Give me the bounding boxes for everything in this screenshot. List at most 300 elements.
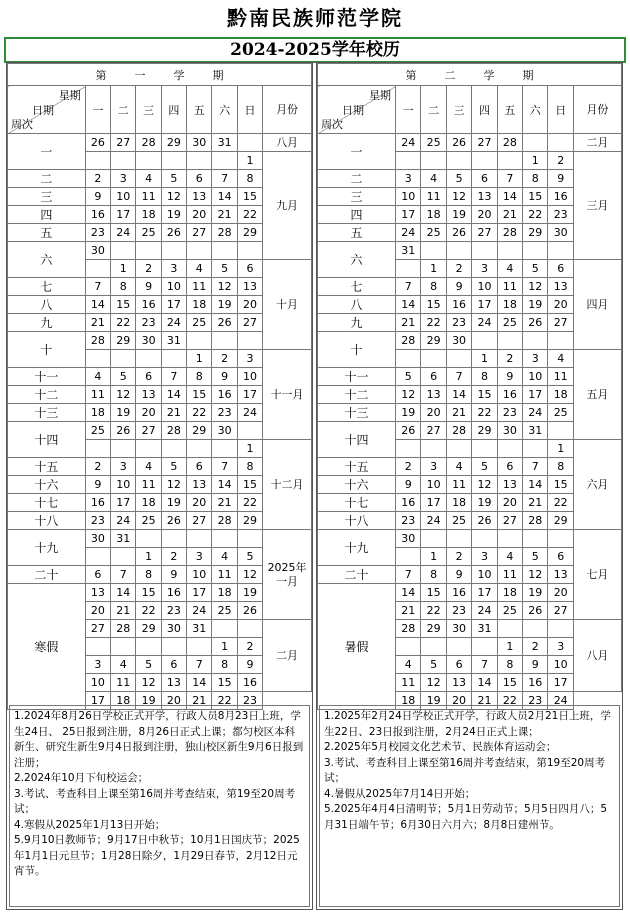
date-cell: 4 (548, 350, 573, 368)
date-cell: 25 (446, 512, 471, 530)
date-cell: 17 (85, 692, 110, 710)
week-number-cell: 二 (318, 170, 396, 188)
week-number-cell: 十九 (8, 530, 86, 566)
date-cell: 31 (396, 242, 421, 260)
date-cell: 28 (212, 224, 237, 242)
date-cell: 16 (237, 674, 262, 692)
date-cell: 13 (187, 476, 212, 494)
date-cell: 18 (497, 584, 522, 602)
date-cell: 16 (212, 386, 237, 404)
date-cell: 25 (85, 422, 110, 440)
date-cell: 15 (548, 476, 573, 494)
date-cell: 4 (446, 458, 471, 476)
date-cell: 16 (136, 296, 161, 314)
date-cell: 28 (497, 224, 522, 242)
date-cell (548, 242, 573, 260)
date-cell: 19 (136, 692, 161, 710)
week-number-cell: 十 (8, 332, 86, 368)
date-cell (421, 530, 446, 548)
date-cell: 3 (187, 548, 212, 566)
date-cell (187, 440, 212, 458)
date-cell: 26 (161, 224, 186, 242)
week-number-cell: 暑假 (318, 584, 396, 710)
date-cell: 4 (497, 260, 522, 278)
date-cell: 20 (85, 602, 110, 620)
date-cell: 7 (523, 458, 548, 476)
date-cell (472, 152, 497, 170)
date-cell: 4 (136, 170, 161, 188)
date-cell (161, 440, 186, 458)
date-cell: 27 (237, 314, 262, 332)
week-number-cell: 八 (318, 296, 396, 314)
date-cell: 23 (85, 224, 110, 242)
date-cell: 16 (523, 674, 548, 692)
date-cell (472, 530, 497, 548)
date-cell: 11 (136, 476, 161, 494)
date-cell: 9 (161, 566, 186, 584)
date-cell: 15 (523, 188, 548, 206)
date-cell: 5 (212, 260, 237, 278)
date-cell: 21 (111, 602, 136, 620)
date-cell (212, 152, 237, 170)
date-cell (237, 134, 262, 152)
date-cell: 7 (212, 170, 237, 188)
week-number-cell: 一 (318, 134, 396, 170)
date-cell: 13 (421, 386, 446, 404)
date-cell: 9 (523, 656, 548, 674)
date-cell (136, 530, 161, 548)
date-cell: 10 (548, 656, 573, 674)
month-cell: 九月 (263, 152, 312, 260)
date-cell: 7 (111, 566, 136, 584)
date-cell: 30 (446, 332, 471, 350)
date-cell: 28 (497, 134, 522, 152)
date-cell: 1 (212, 638, 237, 656)
date-cell: 13 (85, 584, 110, 602)
month-cell: 七月 (573, 530, 621, 620)
date-cell: 14 (212, 476, 237, 494)
date-cell: 5 (523, 260, 548, 278)
date-cell: 18 (187, 296, 212, 314)
date-cell: 25 (548, 404, 573, 422)
date-cell: 13 (548, 566, 573, 584)
date-cell: 29 (136, 620, 161, 638)
date-cell: 10 (111, 188, 136, 206)
date-cell: 8 (237, 458, 262, 476)
week-number-cell: 三 (8, 188, 86, 206)
date-cell: 2 (446, 260, 471, 278)
date-cell: 8 (472, 368, 497, 386)
date-cell: 12 (111, 386, 136, 404)
date-cell: 23 (161, 602, 186, 620)
date-cell (161, 152, 186, 170)
semester-1-calendar-table (7, 63, 312, 710)
date-cell: 14 (396, 584, 421, 602)
week-number-cell: 十三 (318, 404, 396, 422)
note-item: 5.9月10日教师节；9月17日中秋节；10月1日国庆节；2025年1月1日元旦节；1月28日除夕，1月29日春节，2月12日元宵节。 (14, 834, 300, 877)
date-cell: 16 (446, 584, 471, 602)
date-cell: 30 (161, 620, 186, 638)
date-cell: 27 (497, 512, 522, 530)
date-cell: 18 (421, 206, 446, 224)
week-number-cell: 十九 (318, 530, 396, 566)
date-cell (237, 422, 262, 440)
date-cell (111, 440, 136, 458)
date-cell: 22 (212, 692, 237, 710)
date-cell: 9 (85, 476, 110, 494)
month-cell: 八月 (573, 620, 621, 692)
date-cell: 9 (446, 278, 471, 296)
week-number-cell: 二 (8, 170, 86, 188)
calendar-title: 2024-2025学年校历 (4, 37, 626, 63)
date-cell: 11 (396, 674, 421, 692)
date-cell: 26 (161, 512, 186, 530)
week-number-cell: 十一 (318, 368, 396, 386)
date-cell: 3 (523, 350, 548, 368)
month-cell: 六月 (573, 440, 621, 530)
note-item: 4.寒假从2025年1月13日开始； (14, 818, 166, 831)
date-cell: 3 (472, 260, 497, 278)
date-cell: 15 (237, 188, 262, 206)
date-cell: 4 (136, 458, 161, 476)
date-cell: 10 (85, 674, 110, 692)
date-cell (548, 422, 573, 440)
date-cell: 16 (548, 188, 573, 206)
week-number-cell: 五 (318, 224, 396, 242)
date-cell: 21 (161, 404, 186, 422)
header-riqi-label: 日期 (32, 104, 54, 117)
date-cell (111, 638, 136, 656)
month-cell: 二月 (573, 134, 621, 152)
date-cell: 30 (548, 224, 573, 242)
month-cell: 十一月 (263, 350, 312, 440)
date-cell: 12 (237, 566, 262, 584)
semester-2-panel (316, 62, 623, 910)
date-cell: 8 (136, 566, 161, 584)
date-cell: 24 (111, 224, 136, 242)
date-cell: 10 (396, 188, 421, 206)
header-xingqi-label: 星期 (369, 89, 392, 102)
date-cell (548, 620, 573, 638)
date-cell (161, 242, 186, 260)
date-cell: 29 (523, 224, 548, 242)
school-name: 黔南民族师范学院 (227, 6, 403, 30)
date-cell: 23 (212, 404, 237, 422)
date-cell: 17 (421, 494, 446, 512)
date-cell: 1 (421, 548, 446, 566)
date-cell: 12 (396, 386, 421, 404)
date-cell: 26 (212, 314, 237, 332)
date-cell: 4 (187, 260, 212, 278)
date-cell (187, 242, 212, 260)
week-number-cell: 四 (8, 206, 86, 224)
date-cell: 6 (161, 656, 186, 674)
date-cell: 10 (472, 566, 497, 584)
date-cell: 18 (548, 386, 573, 404)
date-cell: 24 (396, 224, 421, 242)
date-cell: 1 (523, 152, 548, 170)
date-cell: 30 (497, 422, 522, 440)
date-cell: 1 (472, 350, 497, 368)
date-cell: 26 (396, 422, 421, 440)
date-cell (523, 332, 548, 350)
date-cell: 28 (396, 620, 421, 638)
weekday-header: 三 (136, 86, 161, 134)
date-cell: 21 (396, 314, 421, 332)
date-cell (237, 332, 262, 350)
date-cell (396, 548, 421, 566)
date-cell: 12 (472, 476, 497, 494)
date-cell: 20 (548, 584, 573, 602)
date-cell: 5 (472, 458, 497, 476)
calendar-row (318, 134, 622, 152)
note-item: 1.2025年2月24日学校正式开学，行政人员2月21日上班，学生22日、23日报到注册，2月24日正式上课； (324, 710, 611, 738)
date-cell: 21 (472, 692, 497, 710)
date-cell: 23 (446, 602, 471, 620)
date-cell: 26 (85, 134, 110, 152)
date-cell: 13 (161, 674, 186, 692)
date-cell (497, 242, 522, 260)
date-cell: 11 (497, 566, 522, 584)
date-cell: 2 (396, 458, 421, 476)
date-cell: 8 (187, 368, 212, 386)
date-cell (187, 530, 212, 548)
week-number-cell: 九 (318, 314, 396, 332)
week-number-cell: 七 (8, 278, 86, 296)
date-cell (85, 152, 110, 170)
date-cell: 15 (111, 296, 136, 314)
date-cell: 31 (111, 530, 136, 548)
date-cell (421, 350, 446, 368)
weekday-header: 二 (111, 86, 136, 134)
date-cell: 23 (396, 512, 421, 530)
month-cell: 十二月 (263, 440, 312, 530)
date-cell: 7 (187, 656, 212, 674)
date-cell: 29 (421, 620, 446, 638)
date-cell: 2 (446, 548, 471, 566)
date-cell: 16 (85, 494, 110, 512)
date-cell: 26 (523, 314, 548, 332)
date-cell: 5 (446, 170, 471, 188)
date-cell: 16 (161, 584, 186, 602)
date-cell (212, 530, 237, 548)
weekday-header: 日 (237, 86, 262, 134)
semester-1-panel (6, 62, 313, 910)
month-column-header: 月份 (263, 86, 312, 134)
date-cell: 27 (187, 224, 212, 242)
date-cell: 14 (396, 296, 421, 314)
week-number-cell: 七 (318, 278, 396, 296)
date-cell: 13 (472, 188, 497, 206)
date-cell: 29 (161, 134, 186, 152)
month-cell: 三月 (573, 152, 621, 260)
date-cell (497, 620, 522, 638)
date-cell: 6 (187, 458, 212, 476)
date-cell: 10 (111, 476, 136, 494)
date-cell: 23 (136, 314, 161, 332)
weekday-header: 二 (421, 86, 446, 134)
weekday-header: 五 (187, 86, 212, 134)
date-cell: 8 (237, 170, 262, 188)
date-cell: 5 (161, 170, 186, 188)
date-cell (446, 530, 471, 548)
date-cell: 15 (187, 386, 212, 404)
weekday-header: 五 (497, 86, 522, 134)
date-cell: 18 (136, 206, 161, 224)
date-cell: 5 (161, 458, 186, 476)
date-cell: 19 (523, 584, 548, 602)
date-cell: 2 (161, 548, 186, 566)
date-cell (396, 260, 421, 278)
weekday-header: 四 (472, 86, 497, 134)
date-cell: 19 (237, 584, 262, 602)
date-cell: 26 (446, 224, 471, 242)
header-zhouci-label: 周次 (11, 118, 33, 131)
date-cell: 12 (421, 674, 446, 692)
date-cell (212, 620, 237, 638)
date-cell: 24 (523, 404, 548, 422)
date-cell: 21 (446, 404, 471, 422)
date-cell: 1 (421, 260, 446, 278)
date-cell: 8 (111, 278, 136, 296)
date-cell: 31 (161, 332, 186, 350)
date-cell (446, 242, 471, 260)
date-cell (161, 350, 186, 368)
date-cell: 1 (187, 350, 212, 368)
date-cell: 24 (548, 692, 573, 710)
date-cell: 12 (523, 278, 548, 296)
date-cell: 3 (396, 170, 421, 188)
date-cell (136, 440, 161, 458)
date-cell: 3 (421, 458, 446, 476)
date-cell: 22 (237, 206, 262, 224)
date-cell: 7 (396, 278, 421, 296)
note-item: 2.2025年5月校园文化艺术节、民族体育运动会； (324, 741, 557, 753)
date-cell: 29 (237, 512, 262, 530)
date-cell: 23 (446, 314, 471, 332)
date-cell: 9 (396, 476, 421, 494)
week-number-cell: 十四 (318, 422, 396, 458)
date-cell (523, 530, 548, 548)
date-cell: 17 (187, 584, 212, 602)
date-cell: 19 (111, 404, 136, 422)
date-cell (187, 152, 212, 170)
date-cell: 25 (421, 134, 446, 152)
date-cell: 19 (421, 692, 446, 710)
date-cell: 29 (237, 224, 262, 242)
date-cell: 25 (497, 602, 522, 620)
weekday-header: 日 (548, 86, 573, 134)
week-number-cell: 二十 (8, 566, 86, 584)
date-cell: 5 (421, 656, 446, 674)
date-cell: 13 (237, 278, 262, 296)
date-cell: 11 (111, 674, 136, 692)
calendar-row (318, 530, 622, 548)
date-cell: 18 (111, 692, 136, 710)
date-cell: 6 (548, 260, 573, 278)
date-cell: 12 (161, 476, 186, 494)
date-cell: 21 (85, 314, 110, 332)
date-cell: 2 (85, 458, 110, 476)
week-number-cell: 十八 (8, 512, 86, 530)
date-cell: 1 (136, 548, 161, 566)
date-cell: 17 (111, 494, 136, 512)
date-cell: 4 (111, 656, 136, 674)
semester-1-notes (9, 705, 310, 907)
date-cell (497, 332, 522, 350)
date-cell: 1 (237, 440, 262, 458)
date-cell: 15 (472, 386, 497, 404)
date-cell: 2 (136, 260, 161, 278)
date-cell: 12 (446, 188, 471, 206)
date-cell: 10 (472, 278, 497, 296)
date-cell: 21 (187, 692, 212, 710)
date-cell: 26 (111, 422, 136, 440)
week-number-cell: 十六 (318, 476, 396, 494)
date-cell (472, 332, 497, 350)
semester-2-notes (319, 705, 620, 907)
date-cell: 23 (548, 206, 573, 224)
date-cell: 18 (446, 494, 471, 512)
weekday-header: 六 (212, 86, 237, 134)
date-cell: 30 (85, 242, 110, 260)
week-number-cell: 一 (8, 134, 86, 170)
date-cell: 6 (187, 170, 212, 188)
weekday-header: 四 (161, 86, 186, 134)
month-cell: 四月 (573, 260, 621, 350)
date-cell: 30 (396, 530, 421, 548)
date-cell: 27 (548, 602, 573, 620)
date-cell: 21 (212, 494, 237, 512)
date-cell (472, 242, 497, 260)
date-cell: 22 (187, 404, 212, 422)
date-cell: 4 (212, 548, 237, 566)
note-item: 5.2025年4月4日清明节；5月1日劳动节；5月5日四月八；5月31日端午节；6月30日六月六；8月8日建州节。 (324, 803, 608, 831)
date-cell: 24 (237, 404, 262, 422)
semester-title: 第二学期 (318, 64, 622, 86)
date-cell (548, 530, 573, 548)
date-cell: 10 (237, 368, 262, 386)
date-cell: 27 (85, 620, 110, 638)
date-cell (396, 152, 421, 170)
week-number-cell: 五 (8, 224, 86, 242)
month-cell: 五月 (573, 350, 621, 440)
date-cell: 28 (85, 332, 110, 350)
date-cell (136, 350, 161, 368)
date-cell: 4 (396, 656, 421, 674)
date-cell: 19 (212, 296, 237, 314)
date-cell: 22 (523, 206, 548, 224)
date-cell: 20 (187, 206, 212, 224)
date-cell: 6 (136, 368, 161, 386)
date-cell: 13 (136, 386, 161, 404)
date-cell: 9 (548, 170, 573, 188)
date-cell: 24 (111, 512, 136, 530)
date-cell: 14 (212, 188, 237, 206)
date-cell: 17 (548, 674, 573, 692)
date-cell: 19 (472, 494, 497, 512)
date-cell: 12 (212, 278, 237, 296)
date-cell: 20 (187, 494, 212, 512)
date-cell: 29 (472, 422, 497, 440)
date-cell: 26 (472, 512, 497, 530)
date-cell: 30 (187, 134, 212, 152)
date-cell: 7 (472, 656, 497, 674)
date-cell: 30 (136, 332, 161, 350)
date-cell: 16 (446, 296, 471, 314)
date-cell: 5 (237, 548, 262, 566)
date-cell: 13 (548, 278, 573, 296)
